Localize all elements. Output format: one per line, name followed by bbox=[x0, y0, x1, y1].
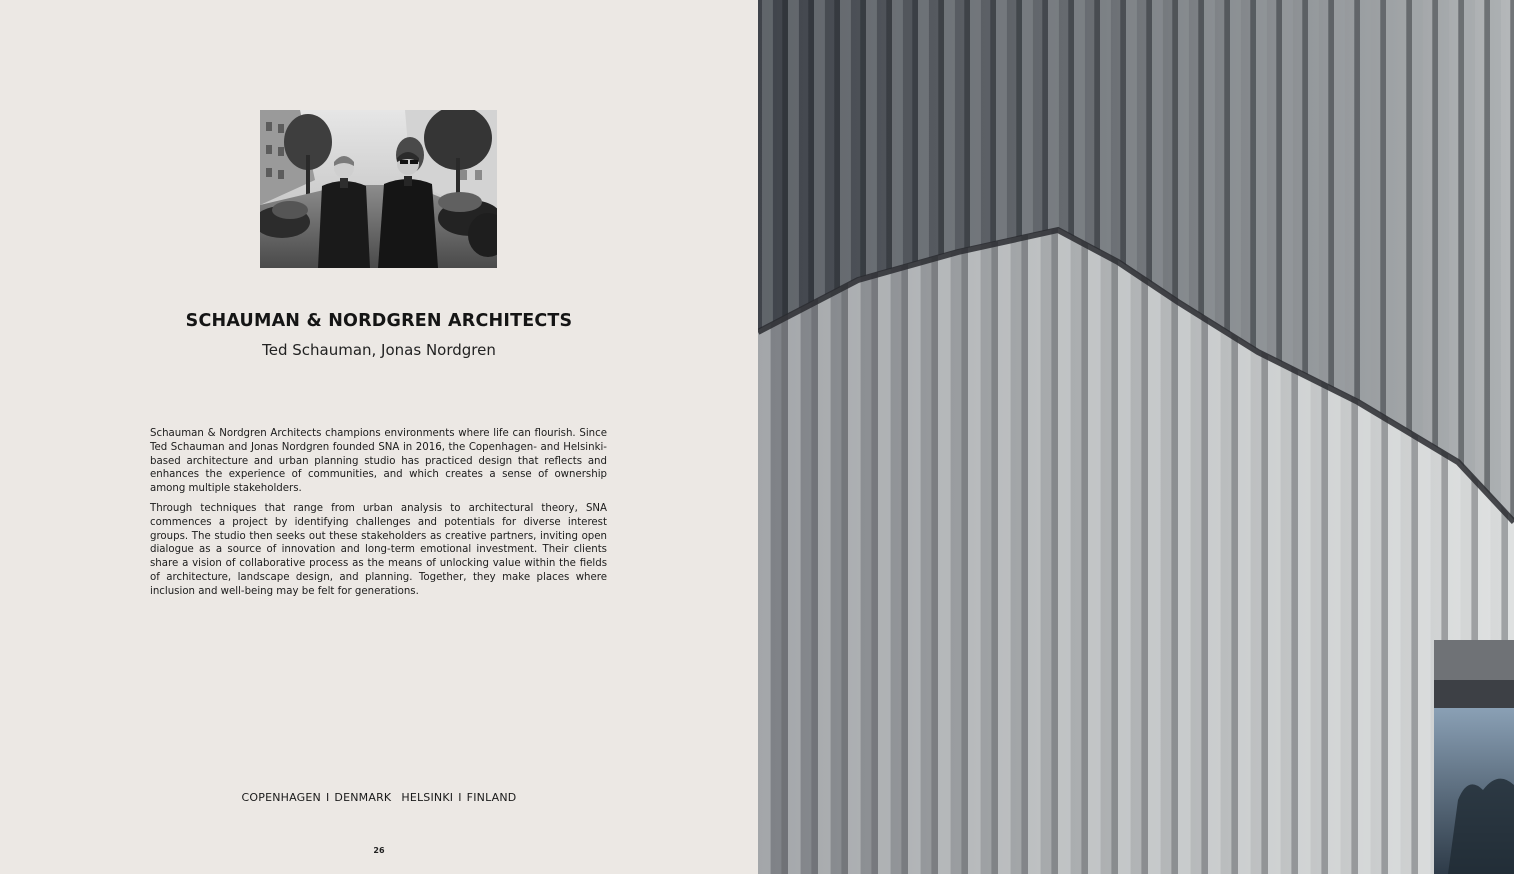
description-paragraph-2: Through techniques that range from urban analysis to architectural theory, SNA commences a project by identifying challenges and potentials for diverse interest groups. The studio then seeks out these stakeholders as creative partners, inviting open dialogue as a source of innovation and long-term emotional investment. Their clients share a vision of collaborative process as the means of unlocking value within the fields of architecture, landscape design, and planning. Together, they make places where inclusion and well-being may be felt for generations. bbox=[150, 502, 607, 597]
location-separator: I bbox=[458, 791, 462, 804]
location-country-finland: FINLAND bbox=[466, 791, 517, 804]
facade-illustration bbox=[758, 0, 1514, 874]
location-country-denmark: DENMARK bbox=[334, 791, 392, 804]
firm-description bbox=[150, 427, 607, 605]
founders-subheading: Ted Schauman, Jonas Nordgren bbox=[262, 341, 496, 359]
portrait-illustration bbox=[260, 110, 497, 268]
description-paragraph-1: Schauman & Nordgren Architects champions environments where life can flourish. Since Ted Schauman and Jonas Nordgren founded SNA in 2016, the Copenhagen- and Helsinki-based architecture and urban planning studio has practiced design that reflects and enhances the experience of communities, and which creates a sense of ownership among multiple stakeholders. bbox=[150, 428, 607, 495]
office-locations bbox=[0, 791, 758, 804]
firm-name-heading: SCHAUMAN & NORDGREN ARCHITECTS bbox=[185, 311, 573, 331]
founders-portrait-photo bbox=[260, 110, 497, 268]
concrete-facade-photo bbox=[758, 0, 1514, 874]
location-separator: I bbox=[325, 791, 330, 804]
location-city-copenhagen: COPENHAGEN bbox=[241, 791, 321, 804]
page-number: 26 bbox=[373, 846, 385, 855]
location-city-helsinki: HELSINKI bbox=[401, 791, 454, 804]
